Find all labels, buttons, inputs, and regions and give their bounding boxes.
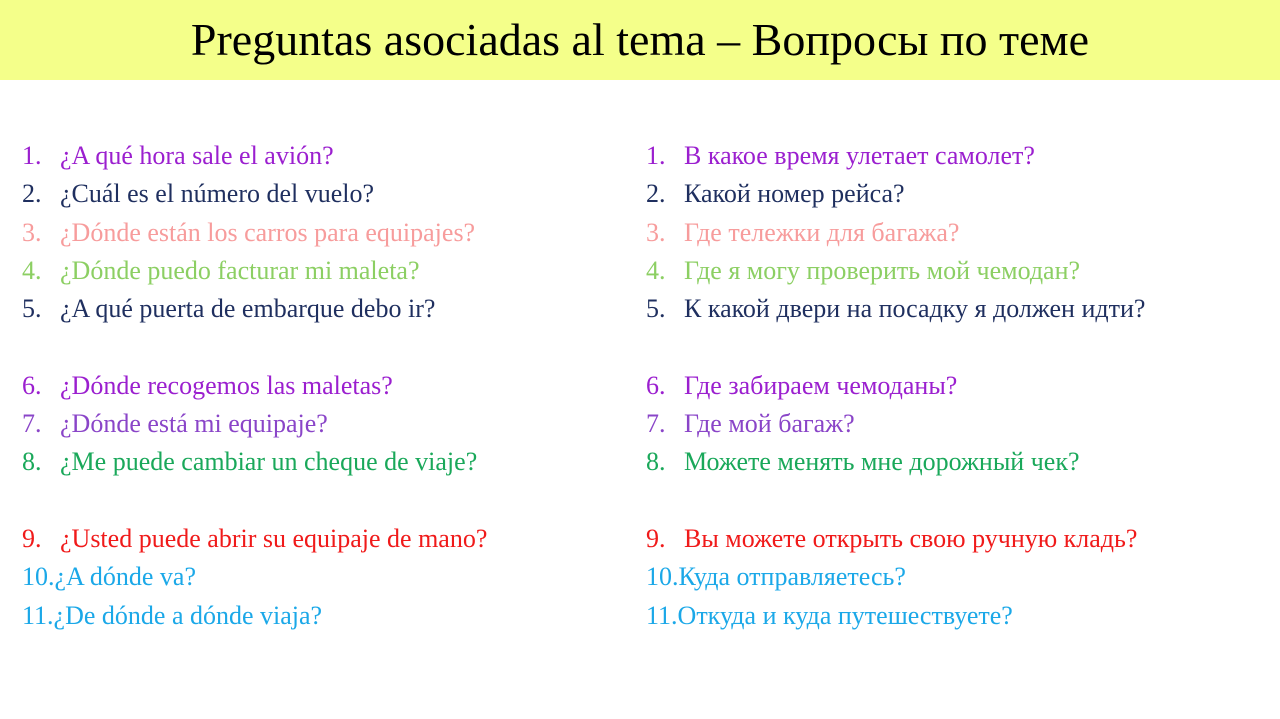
russian-question-2 — [646, 175, 1145, 213]
russian-question-list — [646, 137, 1145, 635]
spanish-question-1 — [22, 137, 487, 175]
question-text: ¿A qué hora sale el avión? — [60, 141, 334, 170]
question-number: 6. — [22, 370, 42, 400]
spanish-question-7 — [22, 405, 487, 443]
question-text: ¿Usted puede abrir su equipaje de mano? — [60, 523, 488, 553]
question-number: 8. — [646, 447, 666, 477]
spanish-question-4 — [22, 252, 487, 290]
question-text: Откуда и куда путешествуете? — [677, 600, 1013, 630]
question-number: 1. — [22, 141, 42, 170]
russian-question-7 — [646, 405, 1145, 443]
question-number: 4. — [22, 255, 42, 285]
russian-question-3 — [646, 214, 1145, 252]
question-text: ¿Dónde está mi equipaje? — [60, 409, 328, 439]
question-text: К какой двери на посадку я должен идти? — [684, 294, 1146, 324]
question-number: 10. — [22, 562, 55, 592]
question-text: ¿De dónde a dónde viaja? — [53, 600, 323, 630]
question-text: Где я могу проверить мой чемодан? — [684, 255, 1081, 285]
spanish-question-5 — [22, 290, 487, 328]
russian-question-9 — [646, 520, 1145, 558]
question-text: Где забираем чемоданы? — [684, 370, 958, 400]
question-text: ¿Cuál es el número del vuelo? — [60, 179, 375, 209]
russian-question-5 — [646, 290, 1145, 328]
spanish-question-10 — [22, 558, 487, 596]
question-number: 5. — [22, 294, 42, 324]
spanish-question-list — [22, 137, 487, 635]
spanish-question-2 — [22, 175, 487, 213]
question-text: В какое время улетает самолет? — [684, 141, 1035, 170]
question-text: Можете менять мне дорожный чек? — [684, 447, 1080, 477]
question-number: 9. — [646, 523, 666, 553]
russian-question-11 — [646, 597, 1145, 635]
russian-question-1 — [646, 137, 1145, 175]
question-number: 3. — [22, 217, 42, 247]
title-bar — [0, 0, 1280, 80]
spanish-question-3 — [22, 214, 487, 252]
spanish-question-11 — [22, 597, 487, 635]
question-text: ¿Dónde recogemos las maletas? — [60, 370, 393, 400]
question-number: 2. — [22, 179, 42, 209]
russian-question-6 — [646, 367, 1145, 405]
question-text: Где мой багаж? — [684, 409, 855, 439]
question-number: 7. — [22, 409, 42, 439]
russian-question-8 — [646, 443, 1145, 481]
question-text: Где тележки для багажа? — [684, 217, 960, 247]
question-number: 4. — [646, 255, 666, 285]
spanish-question-9 — [22, 520, 487, 558]
russian-question-4 — [646, 252, 1145, 290]
question-number: 6. — [646, 370, 666, 400]
question-number: 8. — [22, 447, 42, 477]
question-number: 5. — [646, 294, 666, 324]
question-text: ¿A qué puerta de embarque debo ir? — [60, 294, 436, 324]
spanish-question-6 — [22, 367, 487, 405]
question-number: 11. — [22, 600, 54, 630]
question-text: Вы можете открыть свою ручную кладь? — [684, 523, 1138, 553]
question-number: 10. — [646, 562, 679, 592]
question-text: ¿Dónde están los carros para equipajes? — [60, 217, 476, 247]
question-text: ¿A dónde va? — [54, 562, 197, 592]
question-text: ¿Me puede cambiar un cheque de viaje? — [60, 447, 478, 477]
question-number: 1. — [646, 141, 666, 170]
question-number: 7. — [646, 409, 666, 439]
question-number: 9. — [22, 523, 42, 553]
question-number: 2. — [646, 179, 666, 209]
russian-question-10 — [646, 558, 1145, 596]
question-text: Какой номер рейса? — [684, 179, 905, 209]
page-title: Preguntas asociadas al tema – Вопросы по теме — [190, 14, 1090, 65]
question-number: 3. — [646, 217, 666, 247]
spanish-question-8 — [22, 443, 487, 481]
question-text: ¿Dónde puedo facturar mi maleta? — [60, 255, 420, 285]
question-number: 11. — [646, 600, 678, 630]
question-text: Куда отправляетесь? — [678, 562, 906, 592]
